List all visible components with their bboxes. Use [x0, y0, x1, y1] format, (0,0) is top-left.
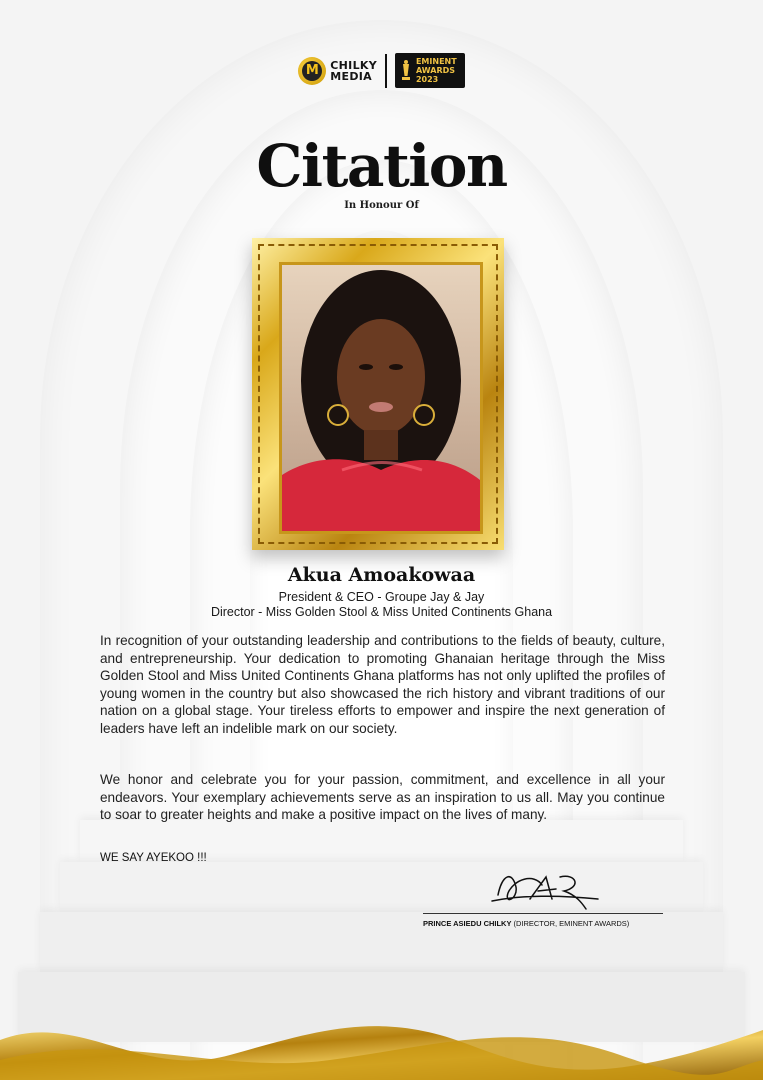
portrait-image: [282, 265, 480, 531]
background-step: [60, 862, 703, 912]
honoree-portrait: [279, 262, 483, 534]
signatory-title: (DIRECTOR, EMINENT AWARDS): [513, 919, 630, 928]
trophy-icon: [401, 60, 411, 82]
chilky-media-wordmark: CHILKY MEDIA: [330, 58, 377, 83]
portrait-frame: [252, 238, 504, 550]
citation-paragraph: We honor and celebrate you for your passion, commitment, and excellence in all your endeavors. Your exemplary achievements serve as an inspiration to us all. May you continue to soar to greater heights and make a positive impact on the lives of many.: [100, 772, 665, 822]
header-logos: [0, 53, 763, 88]
closing-line: WE SAY AYEKOO !!!: [100, 852, 207, 864]
eminent-awards-logo: [395, 53, 465, 88]
signature-line: [423, 913, 663, 914]
citation-subtitle: In Honour Of: [344, 200, 419, 211]
chilky-media-logo: [298, 57, 377, 85]
chilky-media-emblem-icon: M: [298, 57, 326, 85]
gold-ribbon-decoration: [0, 1000, 763, 1080]
citation-paragraph: In recognition of your outstanding leadership and contributions to the fields of beauty, culture, and entrepreneurship. Your dedication to promoting Ghanaian heritage through the Miss Golden Stool and Miss United Continents Ghana platforms has not only uplifted the profiles of young women in the country but also showcased the rich history and vibrant traditions of our nation on a global stage. Your tireless efforts to empower and inspire the next generation of leaders have left an indelible mark on our society.: [100, 633, 665, 736]
honoree-role: Director - Miss Golden Stool & Miss United Continents Ghana: [210, 605, 553, 619]
signatory: [423, 919, 629, 928]
citation-title: Citation: [256, 132, 507, 200]
honoree-role: President & CEO - Groupe Jay & Jay: [278, 590, 485, 604]
eminent-awards-wordmark: EMINENT AWARDS 2023: [415, 57, 457, 84]
signatory-name: PRINCE ASIEDU CHILKY: [423, 919, 512, 928]
logo-divider: [385, 54, 387, 88]
honoree-name: Akua Amoakowaa: [287, 564, 476, 586]
signature: [490, 865, 600, 917]
